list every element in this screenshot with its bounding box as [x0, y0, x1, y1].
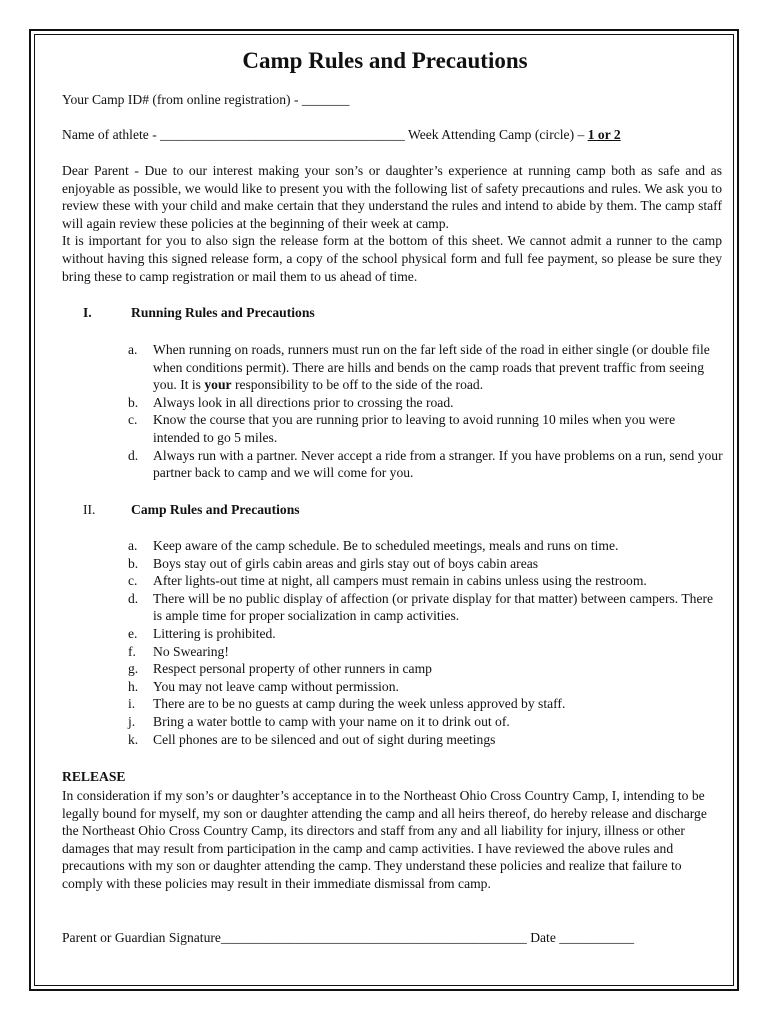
list-marker: a. — [128, 342, 138, 357]
list-marker: d. — [128, 590, 139, 606]
list-item-text: Littering is prohibited. — [153, 625, 276, 641]
section-2-heading: Camp Rules and Precautions — [131, 502, 300, 517]
list-marker: a. — [128, 538, 138, 553]
intro-text-1: Dear Parent - Due to our interest making your son’s or daughter’s experience at running camp both as safe and as enjoyable as possible, we would like to present you with the following list of safety precautions and rules. We ask you to review these with your child and make certain that they understand the rules and intend to abide by them. The camp staff will again review these policies at the beginning of their week at camp. — [62, 163, 722, 231]
list-item — [120, 394, 725, 412]
camp-id-field[interactable]: Your Camp ID# (from online registration) - _______ — [62, 92, 350, 107]
week-value[interactable]: 1 or 2 — [587, 127, 621, 142]
list-item — [120, 555, 725, 573]
list-marker: i. — [128, 696, 136, 712]
list-item — [120, 537, 725, 555]
list-item — [120, 590, 725, 625]
list-item — [120, 731, 725, 749]
list-marker: f. — [128, 643, 136, 659]
section-2-number: II. — [83, 502, 96, 517]
list-item — [120, 713, 725, 731]
section-1-heading: Running Rules and Precautions — [131, 305, 315, 320]
list-item-text: Keep aware of the camp schedule. Be to scheduled meetings, meals and runs on time. — [153, 538, 619, 553]
list-item-emphasis: your — [204, 377, 232, 393]
list-marker: c. — [128, 412, 138, 428]
list-item — [120, 411, 725, 446]
list-item — [120, 572, 725, 590]
document-title: Camp Rules and Precautions — [242, 48, 528, 73]
list-marker: b. — [128, 394, 139, 410]
signature-line[interactable] — [62, 930, 634, 946]
section-1-number: I. — [83, 305, 92, 320]
list-item-text: Always run with a partner. Never accept a ride from a stranger. If you have problems on a run, send your partner back to camp and we will come for you. — [153, 447, 723, 481]
list-marker: b. — [128, 555, 139, 571]
list-marker: h. — [128, 678, 139, 694]
list-item-text: responsibility to be off to the side of the road. — [231, 377, 484, 393]
signature-field[interactable]: Parent or Guardian Signature_____________________________________________ — [62, 930, 527, 945]
list-item — [120, 678, 725, 696]
list-marker: c. — [128, 573, 138, 589]
athlete-name-label: Name of athlete - ____________________________________ — [62, 127, 405, 142]
section-2-list — [120, 537, 725, 748]
list-item-text: Respect personal property of other runners in camp — [153, 661, 432, 677]
list-item-text: Boys stay out of girls cabin areas and girls stay out of boys cabin areas — [153, 555, 539, 571]
list-item-text: There are to be no guests at camp during the week unless approved by staff. — [153, 696, 566, 712]
list-item-text: Cell phones are to be silenced and out of sight during meetings — [153, 731, 496, 747]
list-marker: j. — [128, 713, 136, 729]
release-text: In consideration if my son’s or daughter’s acceptance in to the Northeast Ohio Cross Country Camp, I, intending to be legally bound for myself, my son or daughter attending the camp and all heirs thereof, do hereby release and discharge the Northeast Ohio Cross Country Camp, its directors and staff from any and all liability for injury, illness or other damages that may result from participation in the camp and camp activities. I have reviewed the above rules and precautions with my son or daughter attending the camp. They understand these policies and realize that failure to comply with these policies may result in their immediate dismissal from camp. — [62, 788, 707, 891]
list-item — [120, 643, 725, 661]
list-item-text: Always look in all directions prior to crossing the road. — [153, 394, 454, 410]
date-field[interactable]: Date ___________ — [530, 930, 635, 945]
list-item — [120, 625, 725, 643]
list-item-text: Bring a water bottle to camp with your name on it to drink out of. — [153, 713, 510, 729]
list-item-text: After lights-out time at night, all campers must remain in cabins unless using the restroom. — [153, 573, 647, 589]
intro-paragraph — [62, 162, 722, 285]
athlete-name-field[interactable] — [62, 127, 621, 143]
section-1-list — [120, 341, 725, 482]
list-marker: e. — [128, 625, 138, 641]
list-marker: d. — [128, 447, 139, 463]
intro-text-2: It is important for you to also sign the release form at the bottom of this sheet. We cannot admit a runner to the camp without having this signed release form, a copy of the school physical form and full fee payment, so please be sure they bring these to camp registration or mail them to us ahead of time. — [62, 233, 722, 284]
list-item — [120, 447, 725, 482]
list-marker: k. — [128, 731, 139, 747]
week-label: Week Attending Camp (circle) – — [407, 127, 585, 142]
list-item-text: When running on roads, runners must run on the far left side of the road in either single (or double file when conditions permit). There are hills and bends on the camp roads that prevent traffic from seeing you. It is — [153, 342, 710, 393]
list-marker: g. — [128, 661, 139, 677]
list-item — [120, 341, 725, 394]
list-item — [120, 695, 725, 713]
list-item-text: No Swearing! — [153, 643, 229, 659]
list-item — [120, 660, 725, 678]
list-item-text: There will be no public display of affection (or private display for that matter) between campers. There is ample time for proper socialization in camp activities. — [153, 590, 714, 624]
list-item-text: You may not leave camp without permission. — [153, 678, 399, 694]
release-heading: RELEASE — [62, 769, 126, 784]
list-item-text: Know the course that you are running prior to leaving to avoid running 10 miles when you were intended to go 5 miles. — [153, 412, 676, 445]
